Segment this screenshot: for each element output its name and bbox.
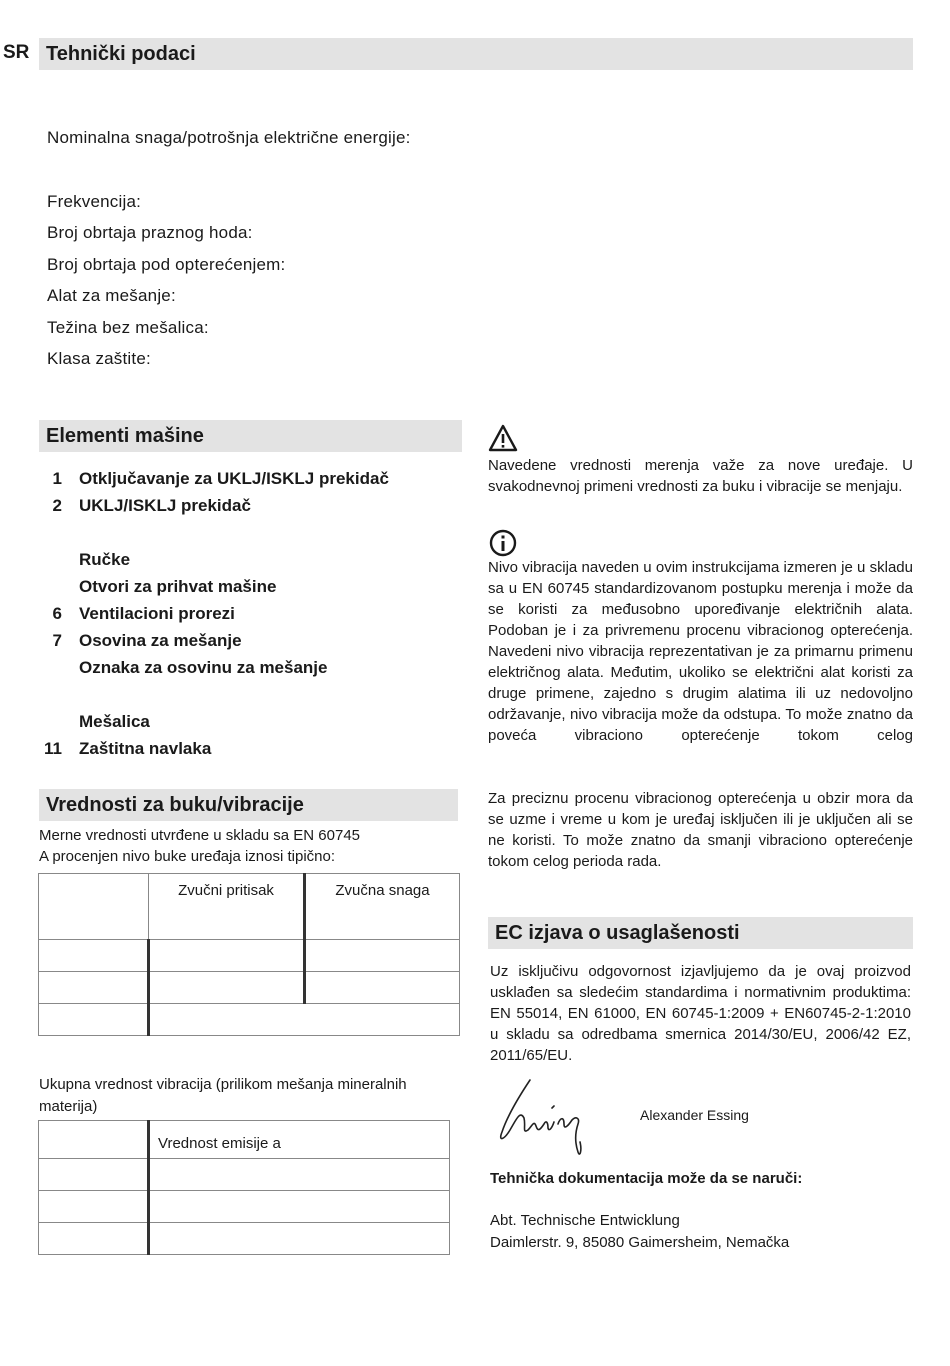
table-cell: [305, 940, 460, 972]
column-header-sound-pressure: Zvučni pritisak: [149, 874, 305, 940]
noise-measurement-note: Merne vrednosti utvrđene u skladu sa EN 60745: [39, 827, 361, 844]
spec-frequency: Frekvencija:: [47, 192, 142, 211]
element-label: Oznaka za osovinu za mešanje: [79, 658, 328, 677]
spec-idle-speed: Broj obrtaja praznog hoda:: [47, 223, 253, 242]
signatory-name: Alexander Essing: [640, 1107, 749, 1123]
element-label: Ručke: [79, 550, 131, 569]
table-cell: [39, 940, 149, 972]
table-cell: [149, 1191, 450, 1223]
table-cell: [39, 1121, 149, 1159]
noise-table: [38, 873, 460, 1036]
element-label: Ventilacioni prorezi: [79, 604, 235, 623]
vibration-precise-text: Za preciznu procenu vibracionog opterećenja u obzir mora da se uzme i vreme u kom je uređaj isključen ili je uključen ali se ne koristi. To može znatno da smanji vibraciono opterećenje tokom celog perioda rada.: [488, 790, 913, 870]
table-cell: [39, 1223, 149, 1255]
section-header-ec-declaration: [488, 917, 913, 949]
table-cell: [39, 1159, 149, 1191]
vibration-info-text: Nivo vibracija naveden u ovim instrukcijama izmeren je u skladu sa u EN 60745 standardizovanom postupku merenja i može da se koristi za međusobno upoređivanje električnih alata. Podoban je i za privremenu procenu vibracionog opterećenja. Navedeni nivo vibracija reprezentativan je za primarnu primenu električnog alata. Međutim, ukoliko se električni alat koristi za druge primene, zajedno s drugim alatima ili uz nedovoljno održavanje, nivo vibracija može da odstupa. To može znatno da poveća vibraciono opterećenje tokom celog: [488, 559, 913, 744]
warning-text: Navedene vrednosti merenja važe za nove uređaje. U svakodnevnoj primeni vrednosti za buku i vibracije se menjaju.: [488, 457, 913, 495]
signature-image: [494, 1074, 594, 1160]
section-header-machine-elements: [39, 420, 462, 452]
table-cell: [39, 874, 149, 940]
section-header-noise-vibration: [39, 789, 458, 821]
info-circle-icon: [488, 528, 518, 558]
element-label: Otvori za prihvat mašine: [79, 577, 277, 596]
column-header-sound-power: Zvučna snaga: [305, 874, 460, 940]
element-number: 7: [52, 631, 62, 650]
table-cell: [149, 972, 305, 1004]
column-header-emission-value: Vrednost emisije a: [149, 1121, 450, 1159]
table-cell: [39, 1191, 149, 1223]
ec-declaration-text: Uz isključivu odgovornost izjavljujemo da je ovaj proizvod usklađen sa sledećim standardima i normativnim produktima: EN 55014, EN 61000, EN 60745-1:2009 + EN60745-2-1:2010 u skladu sa odredbama smernica 2014/30/EU, 2006/42 EZ, 2011/65/EU.: [490, 963, 911, 1064]
address-line-2: Daimlerstr. 9, 85080 Gaimersheim, Nemačka: [490, 1234, 790, 1251]
noise-level-note: A procenjen nivo buke uređaja iznosi tipično:: [39, 848, 336, 865]
section-header-technical-data: [39, 38, 913, 70]
section-title: EC izjava o usaglašenosti: [495, 921, 740, 944]
technical-documentation-heading: Tehnička dokumentacija može da se naruči:: [490, 1170, 803, 1187]
element-number: 2: [52, 496, 62, 515]
vibration-table: [38, 1120, 450, 1255]
element-label: Osovina za mešanje: [79, 631, 242, 650]
element-label: Mešalica: [79, 712, 150, 731]
spec-load-speed: Broj obrtaja pod opterećenjem:: [47, 255, 286, 274]
table-cell: [149, 1004, 460, 1036]
language-code: SR: [3, 42, 30, 63]
section-title: Vrednosti za buku/vibracije: [46, 793, 304, 816]
page-title: Tehnički podaci: [46, 42, 196, 65]
table-cell: [39, 972, 149, 1004]
spec-weight: Težina bez mešalica:: [47, 318, 209, 337]
table-cell: [305, 972, 460, 1004]
address-line-1: Abt. Technische Entwicklung: [490, 1212, 680, 1229]
element-label: Zaštitna navlaka: [79, 739, 212, 758]
element-number: 11: [44, 739, 62, 758]
warning-triangle-icon: [488, 423, 518, 453]
vibration-caption: Ukupna vrednost vibracija (prilikom mešanja mineralnih materija): [39, 1076, 407, 1115]
spec-mixing-tool: Alat za mešanje:: [47, 286, 176, 305]
table-cell: [39, 1004, 149, 1036]
table-cell: [149, 1223, 450, 1255]
table-cell: [149, 940, 305, 972]
table-cell: [149, 1159, 450, 1191]
spec-rated-power: Nominalna snaga/potrošnja električne energije:: [47, 128, 411, 147]
element-number: 1: [52, 469, 62, 488]
spec-protection-class: Klasa zaštite:: [47, 349, 151, 368]
element-number: 6: [52, 604, 62, 623]
element-label: Otključavanje za UKLJ/ISKLJ prekidač: [79, 469, 389, 488]
section-title: Elementi mašine: [46, 424, 204, 447]
element-label: UKLJ/ISKLJ prekidač: [79, 496, 251, 515]
